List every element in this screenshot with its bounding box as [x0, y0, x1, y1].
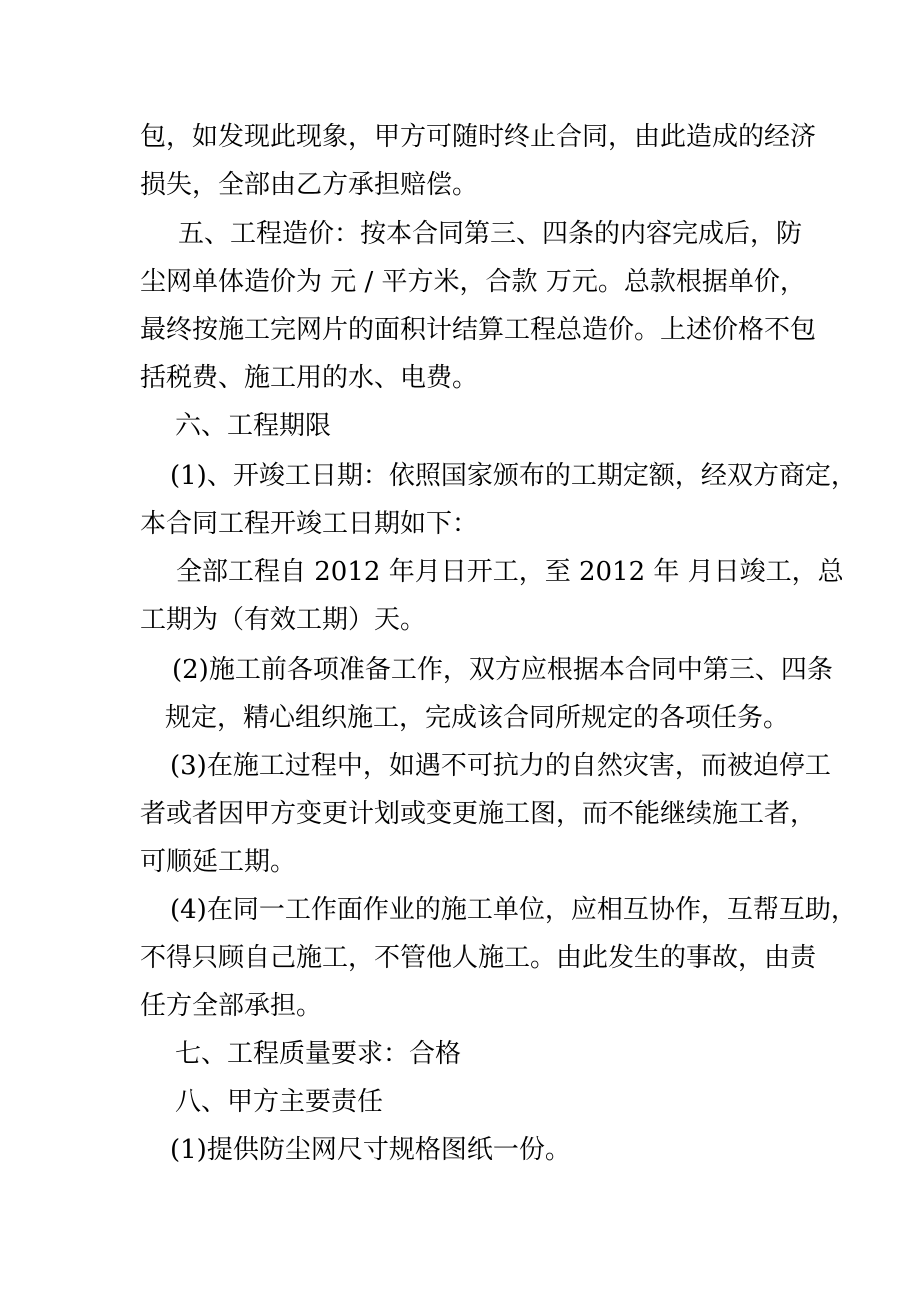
- text-line: 最终按施工完网片的面积计结算工程总造价。上述价格不包: [140, 315, 817, 345]
- text-line: 者或者因甲方变更计划或变更施工图，而不能继续施工者，: [140, 799, 817, 829]
- text-line: 规定，精心组织施工，完成该合同所规定的各项任务。: [165, 703, 790, 733]
- text-line: (4)在同一工作面作业的施工单位，应相互协作，互帮互助，: [170, 895, 857, 925]
- section-heading: 六、工程期限: [175, 411, 332, 441]
- text-line: 全部工程自 2012 年月日开工，至 2012 年 月日竣工，总: [176, 557, 844, 587]
- text-line: 包，如发现此现象，甲方可随时终止合同，由此造成的经济: [140, 122, 817, 152]
- text-line: (2)施工前各项准备工作，双方应根据本合同中第三、四条: [172, 655, 833, 685]
- text-line: 可顺延工期。: [140, 847, 297, 877]
- text-line: 五、工程造价：按本合同第三、四条的内容完成后，防: [178, 219, 803, 249]
- section-heading: 八、甲方主要责任: [175, 1087, 384, 1117]
- text-line: 不得只顾自己施工，不管他人施工。由此发生的事故，由责: [140, 943, 817, 973]
- text-line: (1)提供防尘网尺寸规格图纸一份。: [170, 1135, 571, 1165]
- text-line: (1)、开竣工日期：依照国家颁布的工期定额，经双方商定，: [170, 461, 857, 491]
- text-line: 本合同工程开竣工日期如下：: [140, 509, 479, 539]
- text-line: 任方全部承担。: [140, 991, 323, 1021]
- text-line: 括税费、施工用的水、电费。: [140, 363, 479, 393]
- section-heading: 七、工程质量要求：合格: [175, 1039, 462, 1069]
- text-line: (3)在施工过程中，如遇不可抗力的自然灾害，而被迫停工: [170, 751, 831, 781]
- text-line: 尘网单体造价为 元 / 平方米，合款 万元。总款根据单价，: [140, 267, 806, 297]
- text-line: 工期为（有效工期）天。: [140, 605, 427, 635]
- text-line: 损失，全部由乙方承担赔偿。: [140, 170, 479, 200]
